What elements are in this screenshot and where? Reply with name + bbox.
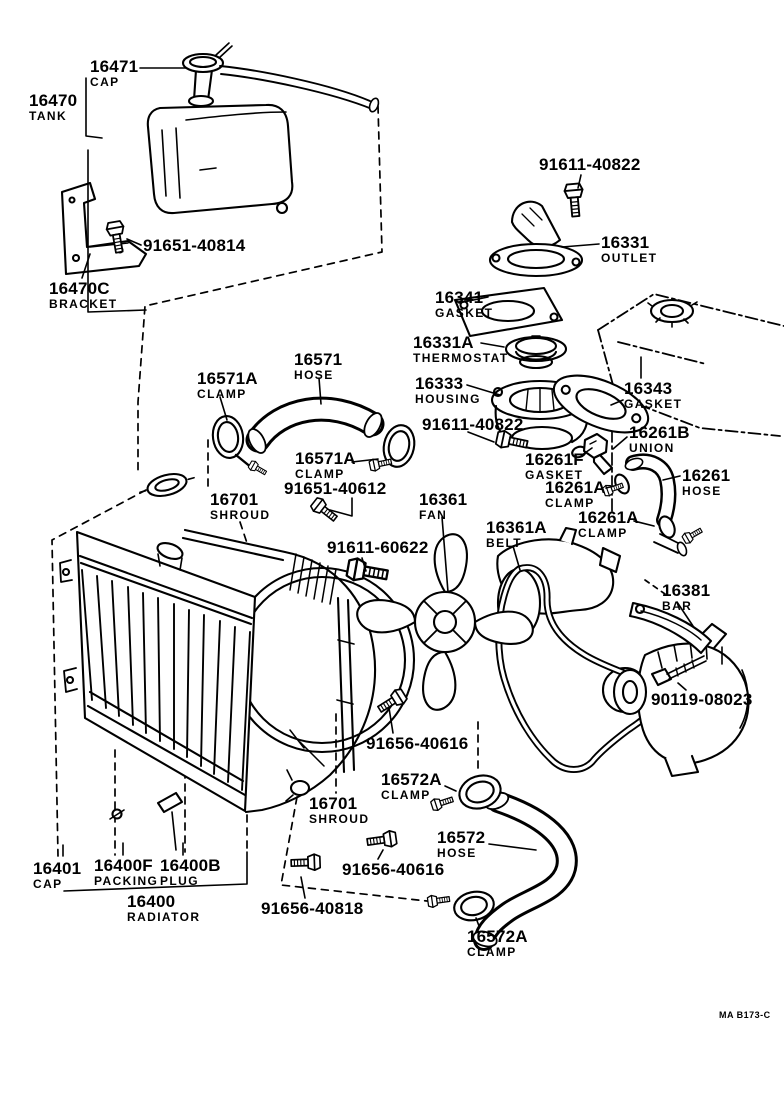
part-label-90119-08023 xyxy=(651,691,752,708)
part-number: 16470C xyxy=(49,279,110,298)
part-label-16341 xyxy=(435,289,493,319)
part-label-91651-40612 xyxy=(284,480,386,497)
part-number: 16400 xyxy=(127,892,176,911)
part-number: 16341 xyxy=(435,288,484,307)
drain-petcock-drawing xyxy=(110,810,124,820)
tank-bracket-drawing xyxy=(62,183,146,274)
part-name: PLUG xyxy=(160,874,199,888)
part-label-16261A-2 xyxy=(578,509,639,539)
part-label-16361A xyxy=(486,519,547,549)
part-name: CAP xyxy=(33,877,63,891)
part-name: THERMOSTAT xyxy=(413,351,509,365)
part-number: 16701 xyxy=(309,794,358,813)
part-name: HOSE xyxy=(294,368,334,382)
part-number: 16333 xyxy=(415,374,464,393)
part-number: 91656-40818 xyxy=(261,899,364,918)
part-name: CAP xyxy=(90,75,120,89)
part-label-16470 xyxy=(29,92,77,122)
part-number: 16381 xyxy=(662,581,711,600)
part-number: 16261F xyxy=(525,450,584,469)
part-label-16701-1 xyxy=(210,491,270,521)
part-label-91656-40818 xyxy=(261,900,363,917)
part-name: UNION xyxy=(629,441,675,455)
part-number: 16331 xyxy=(601,233,650,252)
part-name: GASKET xyxy=(624,397,683,411)
part-label-16261F xyxy=(525,451,584,481)
part-number: 16701 xyxy=(210,490,259,509)
part-label-16361 xyxy=(419,491,467,521)
part-label-16261 xyxy=(682,467,730,497)
part-number: 16571 xyxy=(294,350,343,369)
part-number: 16343 xyxy=(624,379,673,398)
drawing-code: MA B173-C xyxy=(719,1010,771,1020)
part-name: SHROUD xyxy=(210,508,271,522)
part-number: 16571A xyxy=(197,369,258,388)
part-label-91611-60622 xyxy=(327,539,428,556)
part-name: SHROUD xyxy=(309,812,370,826)
part-label-91611-40822-2 xyxy=(422,416,523,433)
part-label-16400B xyxy=(160,857,221,887)
part-name: BRACKET xyxy=(49,297,118,311)
part-name: BAR xyxy=(662,599,693,613)
part-name: HOSE xyxy=(437,846,477,860)
part-label-16331 xyxy=(601,234,657,264)
part-label-91656-40616-2 xyxy=(342,861,444,878)
part-label-16381 xyxy=(662,582,710,612)
part-name: CLAMP xyxy=(578,526,628,540)
part-number: 91656-40616 xyxy=(342,860,445,879)
part-name: CLAMP xyxy=(381,788,431,802)
part-number: 16572A xyxy=(467,927,528,946)
part-name: CLAMP xyxy=(295,467,345,481)
part-name: GASKET xyxy=(435,306,494,320)
part-number: 91651-40814 xyxy=(143,236,246,255)
part-label-16333 xyxy=(415,375,481,405)
part-name: CLAMP xyxy=(467,945,517,959)
part-number: 91656-40616 xyxy=(366,734,469,753)
part-label-91656-40616-1 xyxy=(366,735,468,752)
part-name: GASKET xyxy=(525,468,584,482)
part-label-16400 xyxy=(127,893,200,923)
part-label-16331A xyxy=(413,334,509,364)
part-name: OUTLET xyxy=(601,251,658,265)
part-number: 91611-40822 xyxy=(539,155,641,174)
part-label-16471 xyxy=(90,58,138,88)
part-name: CLAMP xyxy=(545,496,595,510)
part-label-91611-40822-1 xyxy=(539,156,640,173)
part-number: 16261A xyxy=(578,508,639,527)
part-number: 90119-08023 xyxy=(651,690,753,709)
oil-filler-cap-drawing xyxy=(648,300,697,327)
part-number: 16361A xyxy=(486,518,547,537)
part-label-91651-40814 xyxy=(143,237,245,254)
part-label-16571 xyxy=(294,351,342,381)
part-number: 16572A xyxy=(381,770,442,789)
part-label-16470C xyxy=(49,280,117,310)
part-label-16261A-1 xyxy=(545,479,606,509)
part-label-16343 xyxy=(624,380,682,410)
drain-plug-drawing xyxy=(158,793,182,850)
part-label-16572A-2 xyxy=(467,928,528,958)
part-number: 91611-40822 xyxy=(422,415,524,434)
part-number: 16471 xyxy=(90,57,139,76)
part-name: RADIATOR xyxy=(127,910,201,924)
part-label-16400F xyxy=(94,857,158,887)
radiator-drawing xyxy=(60,532,255,811)
part-label-16261B xyxy=(629,424,690,454)
thermostat-drawing xyxy=(506,336,566,368)
part-number: 16261A xyxy=(545,478,606,497)
part-number: 16400F xyxy=(94,856,153,875)
part-number: 16470 xyxy=(29,91,78,110)
part-label-16572 xyxy=(437,829,485,859)
part-number: 16261B xyxy=(629,423,690,442)
part-label-16571A-1 xyxy=(197,370,258,400)
part-number: 16400B xyxy=(160,856,221,875)
part-label-16571A-2 xyxy=(295,450,356,480)
lower-hose-drawing xyxy=(472,790,567,949)
part-number: 16401 xyxy=(33,859,82,878)
part-name: CLAMP xyxy=(197,387,247,401)
part-number: 16261 xyxy=(682,466,731,485)
part-name: HOSE xyxy=(682,484,722,498)
part-number: 16571A xyxy=(295,449,356,468)
part-name: BELT xyxy=(486,536,523,550)
water-outlet-drawing xyxy=(490,202,582,276)
part-label-16701-2 xyxy=(309,795,369,825)
part-name: TANK xyxy=(29,109,68,123)
part-number: 91611-60622 xyxy=(327,538,429,557)
part-number: 91651-40612 xyxy=(284,479,387,498)
part-label-16572A-1 xyxy=(381,771,442,801)
part-number: 16331A xyxy=(413,333,474,352)
part-label-16401 xyxy=(33,860,81,890)
part-number: 16572 xyxy=(437,828,486,847)
radiator-cap-drawing xyxy=(137,468,196,502)
part-name: HOUSING xyxy=(415,392,481,406)
part-number: 16361 xyxy=(419,490,468,509)
part-name: FAN xyxy=(419,508,448,522)
part-name: PACKING xyxy=(94,874,159,888)
